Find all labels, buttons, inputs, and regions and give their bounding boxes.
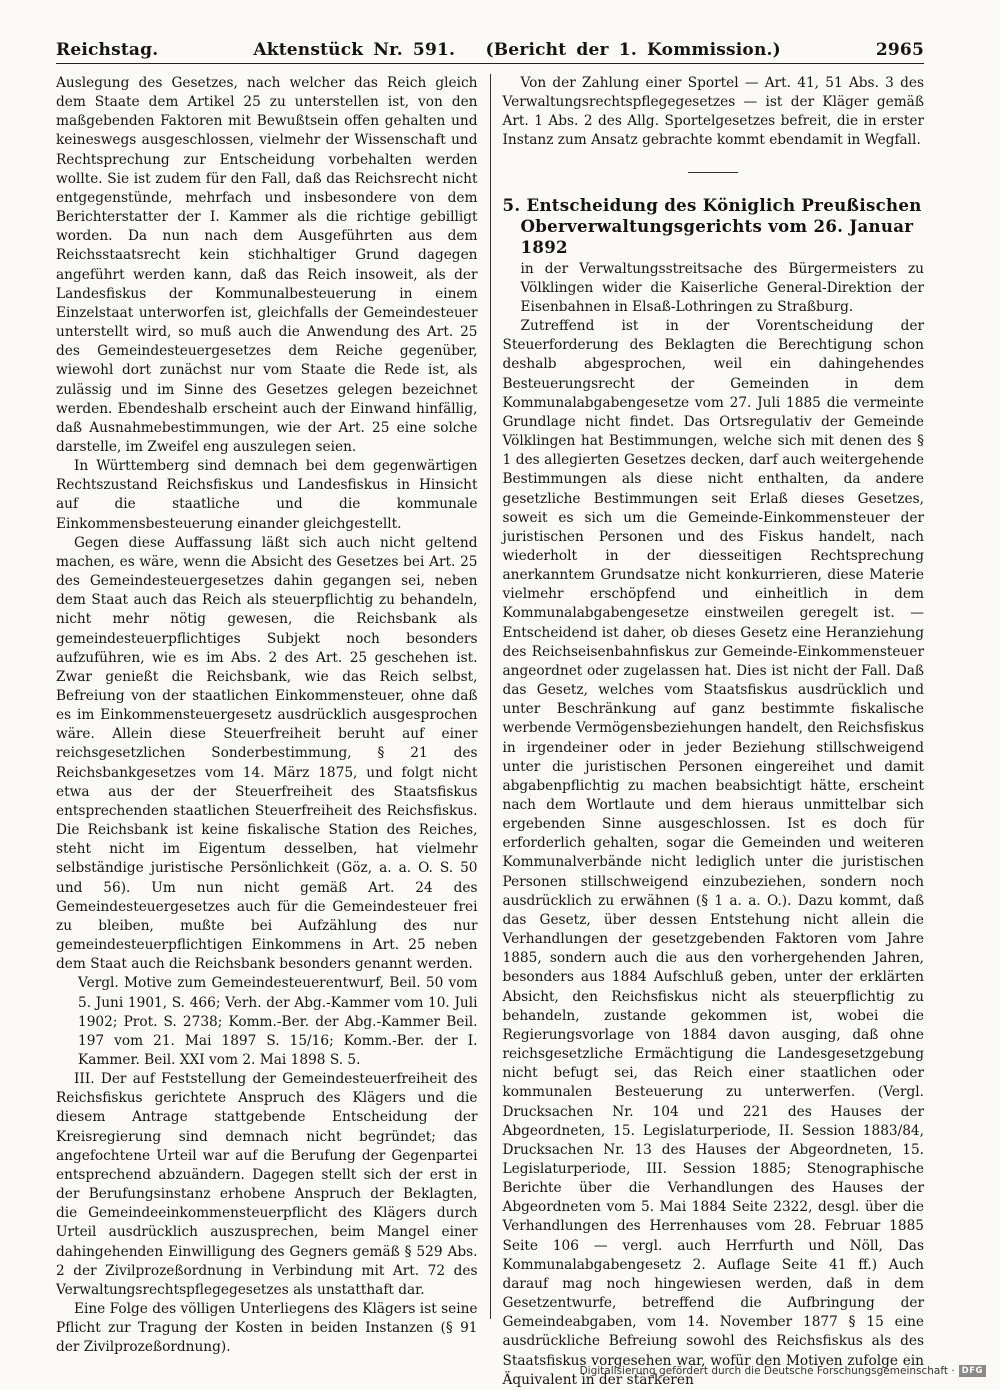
digitization-credit	[580, 1365, 986, 1377]
left-column	[56, 74, 478, 1356]
paragraph: Auslegung des Gesetzes, nach welcher das Reich gleich dem Staate dem Artikel 25 zu unterstellen ist, von den maßgebenden Faktoren mit Bewußtsein offen gehalten und keineswegs ausgeschlossen, vielmehr der Wissenschaft und Rechtsprechung zur Entscheidung vorbehalten werden wollte. Sie ist zudem für den Fall, daß das Reichsrecht nicht entgegenstünde, mehrfach und insbesondere von dem Berichterstatter der I. Kammer als die richtige gebilligt worden. Da nun nach dem Ausgeführten aus dem Reichsstaatsrecht kein stichhaltiger Grund dagegen angeführt werden kann, daß das Reich insoweit, als der Landesfiskus der Kommunalbesteuerung in einem Einzelstaat unterworfen ist, gleichfalls der Gemeindesteuer unterstellt wird, so muß auch die Anwendung des Art. 25 des Gemeindesteuergesetzes dem Reiche gegenüber, wiewohl dort zunächst nur vom Staate die Rede ist, als zulässig und im Sinne des Gesetzes gelegen bezeichnet werden. Ebendeshalb erscheint auch der Einwand hinfällig, daß Ausnahmebestimmungen, wie der Art. 25 eine solche darstelle, im Zweifel eng auszulegen seien.	[56, 75, 478, 455]
section-separator	[688, 172, 738, 173]
header-title: Aktenstück Nr. 591. (Bericht der 1. Kommission.)	[253, 40, 781, 60]
paragraph: Von der Zahlung einer Sportel — Art. 41, 51 Abs. 3 des Verwaltungsrechtspflegegesetzes — ist der Kläger gemäß Art. 1 Abs. 2 des Allg. Sportelgesetzes befreit, die in erster Instanz zum Ansatz gebrachte kommt ebendamit in Wegfall.	[502, 75, 924, 149]
heading-caption: in der Verwaltungsstreitsache des Bürgermeisters zu Völklingen wider die Kaiserliche General-Direktion der Eisenbahnen in Elsaß-Lothringen zu Straßburg.	[520, 260, 924, 315]
credit-text: Digitalisierung gefördert durch die Deutsche Forschungsgemeinschaft ·	[579, 1365, 955, 1377]
section-heading: 5. Entscheidung des Königlich Preußischen Oberverwaltungsgerichts vom 26. Januar 1892	[502, 194, 922, 257]
paragraph: In Württemberg sind demnach bei dem gegenwärtigen Rechtszustand Reichsfiskus und Landesfiskus in Hinsicht auf die staatliche und die kommunale Einkommensbesteuerung einander gleichgestellt.	[56, 458, 478, 532]
paragraph: Zutreffend ist in der Vorentscheidung der Steuerforderung des Beklagten die Berechtigung schon deshalb abgesprochen, weil ein dahingehendes Besteuerungsrecht der Gemeinden in dem Kommunalabgabengesetze vom 27. Juli 1885 die vermeinte Grundlage nicht findet. Das Ortsregulativ der Gemeinde Völklingen hat Bestimmungen, welche sich mit denen des § 1 des allegierten Gesetzes decken, darf auch weitergehende Bestimmungen als diese nicht enthalten, da andere gesetzliche Bestimmungen seit Erlaß dieses Gesetzes, soweit es sich um die Gemeinde-Einkommensteuer der juristischen Personen und des Fiskus handelt, nach wiederholt in der diesseitigen Rechtsprechung anerkanntem Grundsatze nicht konkurrieren, diese Materie vielmehr erschöpfend und einheitlich in dem Kommunalabgabengesetze einstweilen geregelt ist. — Entscheidend ist daher, ob dieses Gesetz eine Heranziehung des Reichseisenbahnfiskus zur Gemeinde-Einkommensteuer angeordnet oder zugelassen hat. Dies ist nicht der Fall. Daß das Gesetz, welches vom Staatsfiskus ausdrücklich und unter Beschränkung auf ganz bestimmte fiskalische werbende Vermögensbeziehungen handelt, den Reichsfiskus in irgendeiner oder in jeder Beziehung stillschweigend unter die juristischen Personen eingereihet und damit abgabenpflichtig zu machen beabsichtigt hätte, erscheint nach dem Wortlaute und dem hieraus unmittelbar sich ergebenden Sinne ausgeschlossen. Ist es doch für erforderlich gehalten, sogar die Gemeinden und weiteren Kommunalverbände nicht lediglich unter die juristischen Personen stillschweigend einzubeziehen, sondern noch ausdrücklich zu erwähnen (§ 1 a. a. O.). Dazu kommt, daß das Gesetz, über dessen Entstehung nicht allein die Verhandlungen der gesetzgebenden Faktoren vom Jahre 1885, sondern auch die aus den vorhergehenden Jahren, besonders aus 1884 Aufschluß geben, unter der erklärten Absicht, den Reichsfiskus nicht als steuerpflichtig zu behandeln, zustande gekommen ist, wobei die Regierungsvorlage von 1884 davon ausging, daß ohne reichsgesetzliche Ermächtigung die Landesgesetzgebung nicht befugt sei, das Reich einer staatlichen oder kommunalen Besteuerung zu unterwerfen. (Vergl. Drucksachen Nr. 104 und 221 des Hauses der Abgeordneten, 15. Legislaturperiode, II. Session 1883/84, Drucksachen Nr. 13 des Hauses der Abgeordneten, 15. Legislaturperiode, III. Session 1885; Stenographische Berichte über die Verhandlungen des Hauses der Abgeordneten vom 5. Mai 1884 Seite 2322, desgl. über die Verhandlungen des Herrenhauses vom 28. Februar 1885 Seite 106 — vergl. auch Herrfurth und Nöll, Das Kommunalabgabengesetz 2. Auflage Seite 41 ff.) Auch darauf mag noch hingewiesen werden, daß in dem Gesetzentwurfe, betreffend die Aufbringung der Gemeindeabgaben, vom 14. November 1877 § 15 eine ausdrückliche Befreiung sowohl des Reichsfiskus als des Staatsfiskus vorgesehen war, wofür den Motiven zufolge ein Äquivalent in der stärkeren	[502, 318, 924, 1388]
header-left: Reichstag.	[56, 40, 159, 60]
column-divider	[490, 74, 491, 1319]
paragraph: III. Der auf Feststellung der Gemeindesteuerfreiheit des Reichsfiskus gerichtete Anspruch des Klägers und die diesem Antrage stattgebende Entscheidung der Kreisregierung sind demnach nicht begründet; das angefochtene Urteil war auf die Berufung der Gegenpartei entsprechend abzuändern. Dagegen stellt sich der erst in der Berufungsinstanz erhobene Anspruch der Beklagten, die Gemeindeeinkommensteuerpflicht des Klägers durch Urteil ausdrücklich auszusprechen, beim Mangel einer dahingehenden Einwilligung des Gegners gemäß § 529 Abs. 2 der Zivilprozeßordnung in Verbindung mit Art. 72 des Verwaltungsrechtspflegegesetzes als unstatthaft dar.	[56, 1071, 478, 1298]
paragraph: Gegen diese Auffassung läßt sich auch nicht geltend machen, es wäre, wenn die Absicht des Gesetzes bei Art. 25 des Gemeindesteuergesetzes dahin gegangen sei, neben dem Staat auch das Reich als steuerpflichtig zu behandeln, nicht mehr nötig gewesen, die Reichsbank als gemeindesteuerpflichtiges Subjekt noch besonders aufzuführen, wie es im Abs. 2 des Art. 25 geschehen ist. Zwar genießt die Reichsbank, wie das Reich selbst, Befreiung von der staatlichen Einkommensteuer, ohne daß es im Einkommensteuergesetz ausdrücklich ausgesprochen wäre. Allein diese Steuerfreiheit beruht auf einer reichsgesetzlichen Sonderbestimmung, § 21 des Reichsbankgesetzes vom 14. März 1875, und folgt nicht etwa aus der der Steuerfreiheit des Staatsfiskus entsprechenden staatlichen Steuerfreiheit des Reichsfiskus. Die Reichsbank ist keine fiskalische Station des Reiches, steht nicht im Eigentum desselben, hat vielmehr selbständige juristische Persönlichkeit (Göz, a. a. O. S. 50 und 56). Um nun nicht gemäß Art. 24 des Gemeindesteuergesetzes auch für die Gemeindesteuer frei zu bleiben, mußte bei Aufzählung des nur gemeindesteuerpflichtigen Einkommens in Art. 25 neben dem Staat auch die Reichsbank besonders genannt werden.	[56, 534, 478, 973]
paragraph: Eine Folge des völligen Unterliegens des Klägers ist seine Pflicht zur Tragung der Kosten in beiden Instanzen (§ 91 der Zivilprozeßordnung).	[56, 1301, 478, 1356]
page-number: 2965	[875, 40, 924, 60]
citation-block: Vergl. Motive zum Gemeindesteuerentwurf, Beil. 50 vom 5. Juni 1901, S. 466; Verh. der Abg.-Kammer vom 10. Juli 1902; Prot. S. 2738; Komm.-Ber. der Abg.-Kammer Beil. 197 vom 21. Mai 1897 S. 15/16; Komm.-Ber. der I. Kammer. Beil. XXI vom 2. Mai 1898 S. 5.	[78, 975, 478, 1068]
dfg-logo-icon: DFG	[959, 1365, 986, 1377]
running-header	[56, 40, 924, 64]
